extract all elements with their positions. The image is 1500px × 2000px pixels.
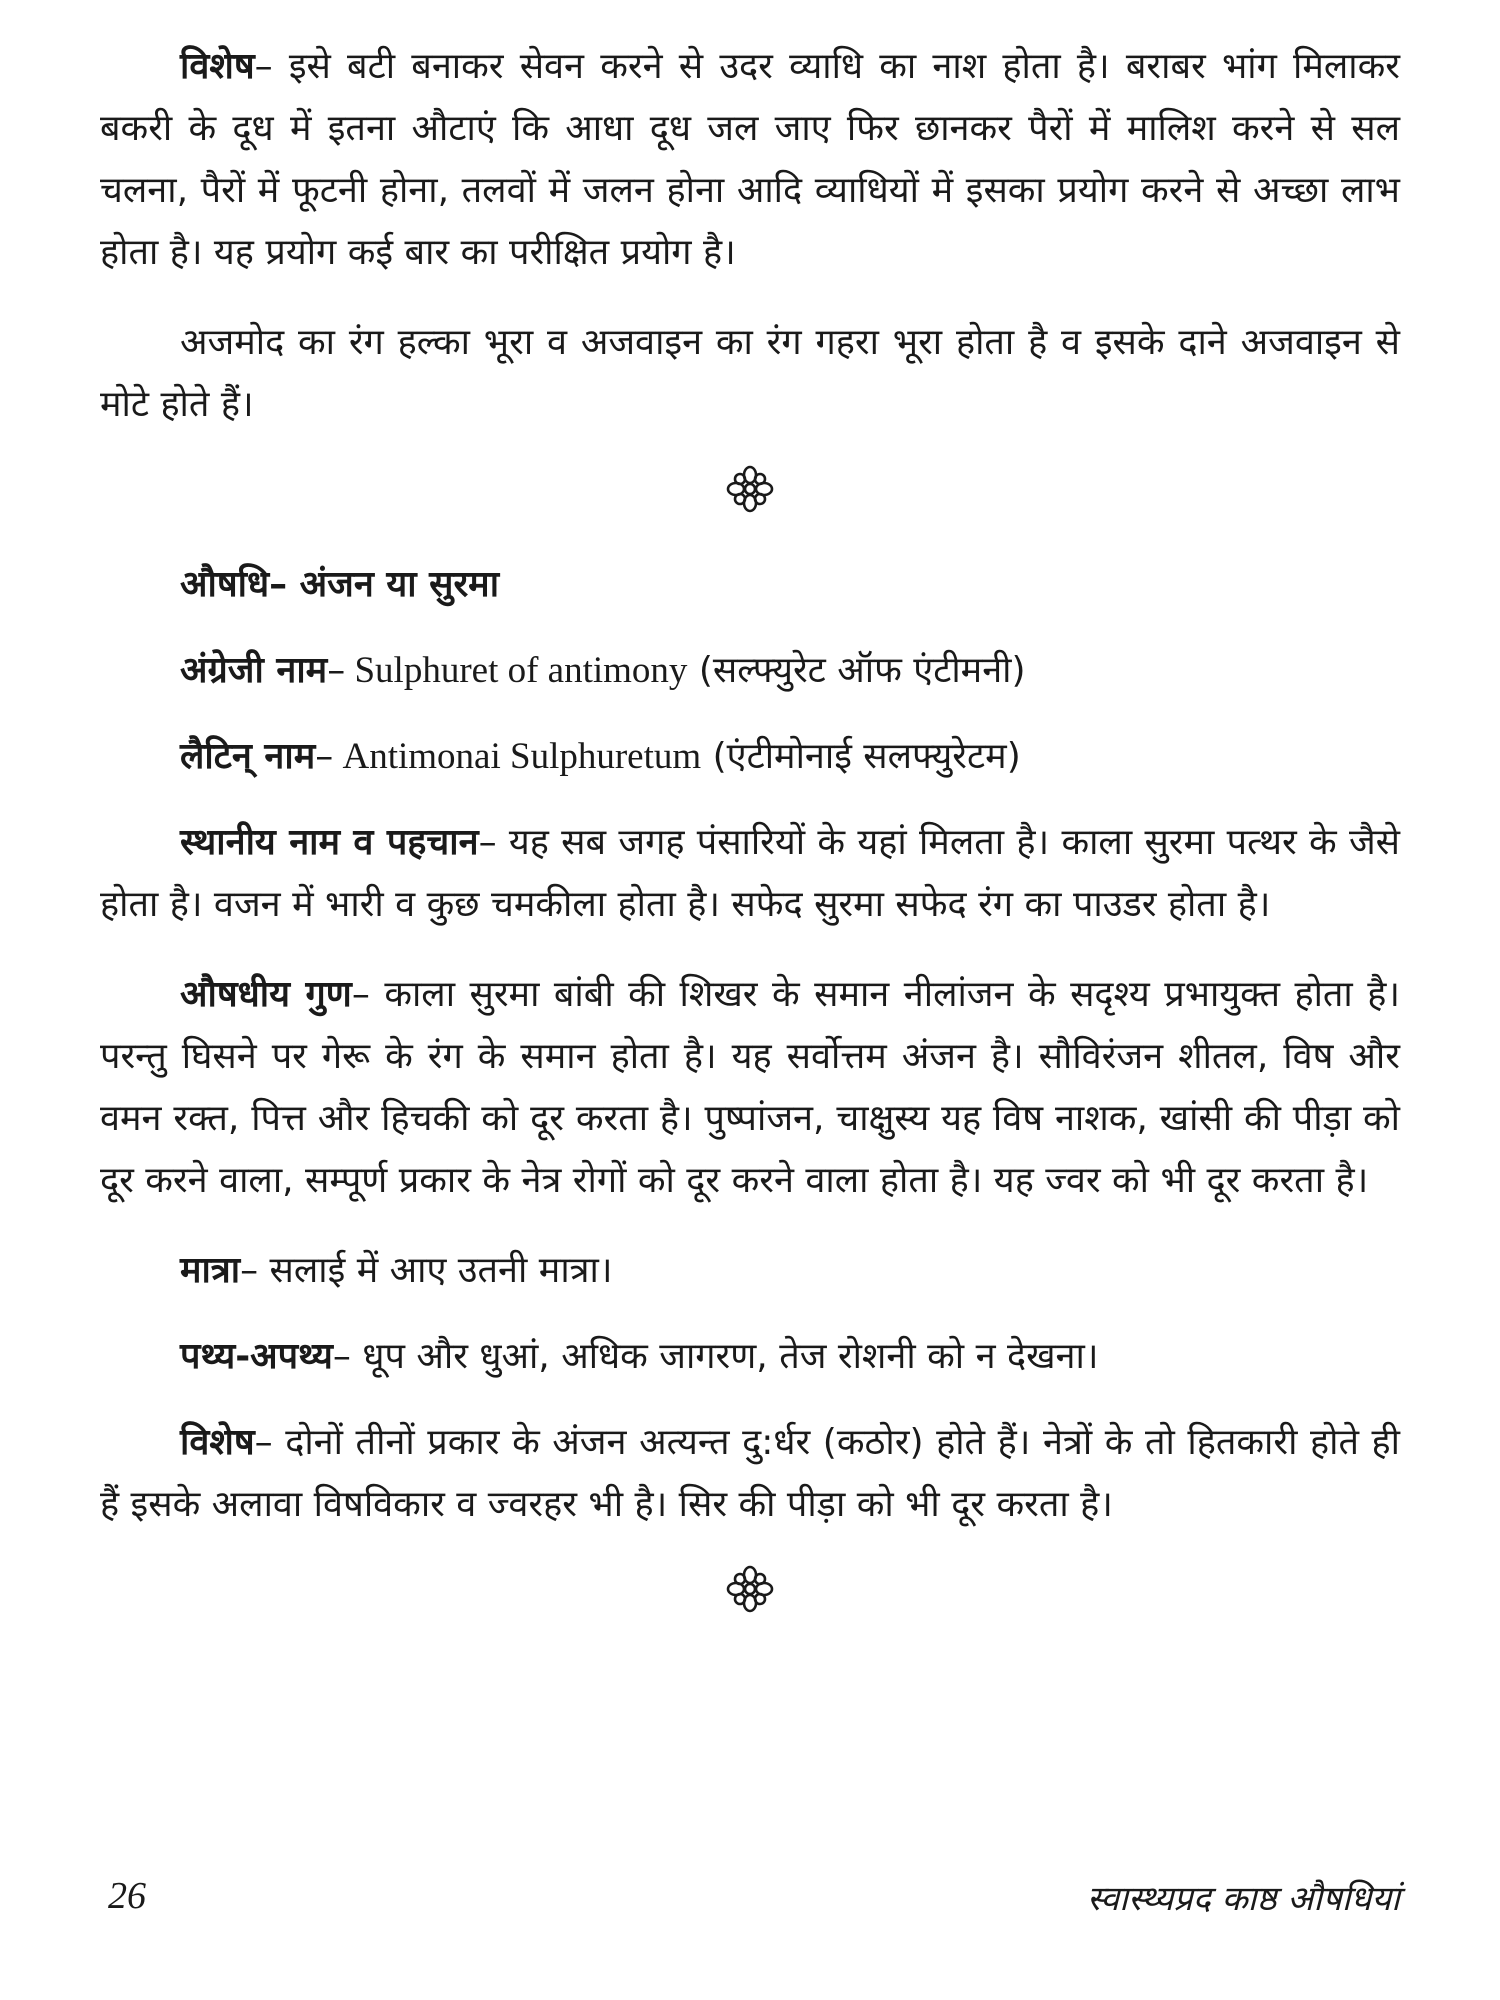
gun-label: औषधीय गुण (180, 974, 352, 1015)
dash: – (254, 1422, 273, 1463)
dash: – (478, 822, 497, 863)
dash: – (315, 736, 334, 777)
gun-text: काला सुरमा बांबी की शिखर के समान नीलांजन के सदृश्य प्रभायुक्त होता है। परन्तु घिसने पर गेरू के रंग के समान होता है। यह सर्वोत्तम अंजन है। सौविरंजन शीतल, विष और वमन रक्त, पित्त और हिचकी को दूर करता है। पुष्पांजन, चाक्षुस्य यह विष नाशक, खांसी की पीड़ा को दूर करने वाला, सम्पूर्ण प्रकार के नेत्र रोगों को दूर करने वाला होता है। यह ज्वर को भी दूर करता है। (100, 974, 1400, 1201)
sthaniya-text: यह सब जगह पंसारियों के यहां मिलता है। काला सुरमा पत्थर के जैसे होता है। वजन में भारी व कुछ चमकीला होता है। सफेद सुरमा सफेद रंग का पाउडर होता है। (100, 822, 1400, 925)
dash: – (269, 564, 288, 605)
english-name-label: अंग्रेजी नाम (180, 650, 328, 691)
ajmod-text: अजमोद का रंग हल्का भूरा व अजवाइन का रंग गहरा भूरा होता है व इसके दाने अजवाइन से मोटे होते हैं। (100, 322, 1400, 425)
section-separator (100, 464, 1400, 524)
matra-label: मात्रा (180, 1250, 241, 1291)
english-name-line (100, 640, 1400, 702)
ajmod-paragraph (100, 312, 1400, 436)
sthaniya-label: स्थानीय नाम व पहचान (180, 822, 479, 863)
dash: – (240, 1250, 259, 1291)
aushadhi-label: औषधि (180, 564, 270, 605)
floral-ornament-icon (725, 464, 775, 514)
latin-name-line (100, 726, 1400, 788)
vishesh2-label: विशेष (180, 1422, 255, 1463)
matra-text: सलाई में आए उतनी मात्रा। (258, 1250, 613, 1291)
floral-ornament-icon (725, 1564, 775, 1614)
book-page (100, 36, 1400, 1966)
book-title: स्वास्थ्यप्रद काष्ठ औषधियां (1087, 1879, 1400, 1919)
dash: – (332, 1336, 351, 1377)
dash: – (254, 46, 273, 87)
latin-name-label: लैटिन् नाम (180, 736, 316, 777)
section-separator-end (100, 1564, 1400, 1624)
latin-name-devanagari: (एंटीमोनाई सलफ्युरेटम) (701, 736, 1021, 777)
vishesh2-text: दोनों तीनों प्रकार के अंजन अत्यन्त दु:र्धर (कठोर) होते हैं। नेत्रों के तो हितकारी होते ही हैं इसके अलावा विषविकार व ज्वरहर भी है। सिर की पीड़ा को भी दूर करता है। (100, 1422, 1400, 1525)
english-name-devanagari: (सल्फ्युरेट ऑफ एंटीमनी) (687, 650, 1026, 691)
dash: – (327, 650, 346, 691)
latin-name-latin: Antimonai Sulphuretum (333, 736, 702, 777)
vishesh-text: इसे बटी बनाकर सेवन करने से उदर व्याधि का नाश होता है। बराबर भांग मिलाकर बकरी के दूध में इतना औटाएं कि आधा दूध जल जाए फिर छानकर पैरों में मालिश करने से सल चलना, पैरों में फूटनी होना, तलवों में जलन होना आदि व्याधियों में इसका प्रयोग करने से अच्छा लाभ होता है। यह प्रयोग कई बार का परीक्षित प्रयोग है। (100, 46, 1400, 273)
sthaniya-paragraph (100, 812, 1400, 936)
pathya-label: पथ्य-अपथ्य (180, 1336, 333, 1377)
vishesh-label: विशेष (180, 46, 255, 87)
aushadhi-heading (100, 554, 1400, 616)
vishesh-paragraph (100, 36, 1400, 284)
vishesh2-paragraph (100, 1412, 1400, 1536)
pathya-text: धूप और धुआं, अधिक जागरण, तेज रोशनी को न देखना। (350, 1336, 1099, 1377)
aushadhi-value: अंजन या सुरमा (287, 564, 500, 605)
matra-paragraph (100, 1240, 1400, 1302)
pathya-paragraph (100, 1326, 1400, 1388)
english-name-latin: Sulphuret of antimony (345, 650, 688, 691)
gun-paragraph (100, 964, 1400, 1212)
page-number: 26 (108, 1875, 146, 1917)
dash: – (351, 974, 370, 1015)
